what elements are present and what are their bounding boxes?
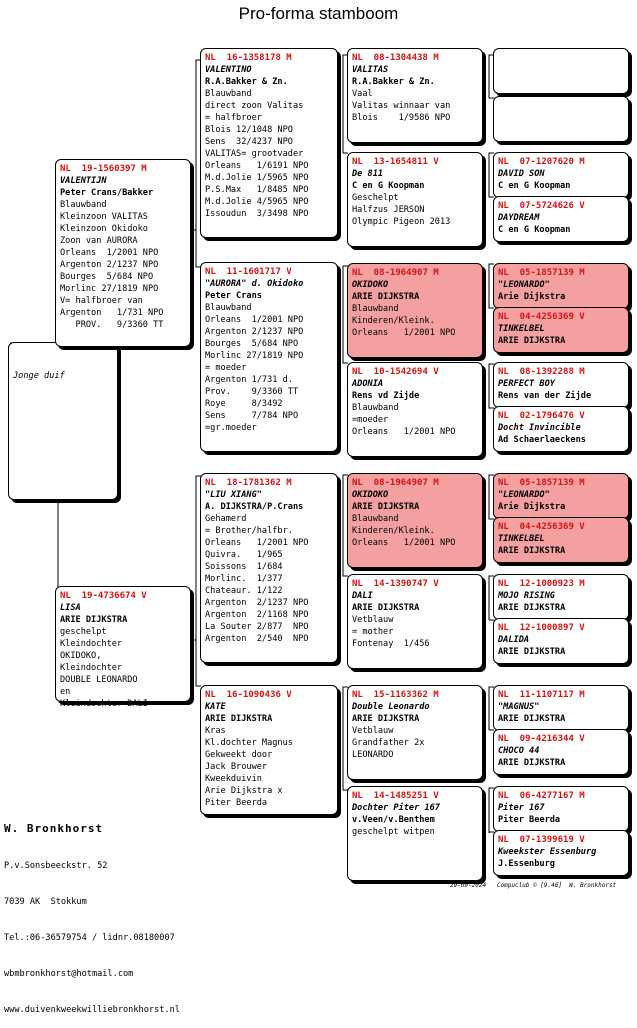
info-line: Blauwband [352,403,399,413]
pigeon-name: KATE [205,702,226,712]
ring-number: NL 05-1857139 M [498,478,585,488]
info-line: Olympic Pigeon 2013 [352,217,451,227]
info-line: Argenton 2/1168 NPO [205,610,309,620]
info-line: Soissons 1/684 [205,562,283,572]
pigeon-box-b221 [347,685,483,780]
info-line: Orleans 1/2001 NPO [205,315,304,325]
pigeon-name: OKIDOKO [352,490,389,500]
info-line: =gr.moeder [205,423,257,433]
ring-number: NL 19-1560397 M [60,164,147,174]
pigeon-name: "LEONARDO" [498,280,550,290]
pigeon-box-g10 [493,517,629,563]
info-line: Kleindochter [60,639,123,649]
info-line: Kl.dochter Magnus [205,738,293,748]
info-line: Prov. 9/3360 TT [205,387,299,397]
pigeon-name: VALITAS [352,65,389,75]
info-line: La Souter 2/877 NPO [205,622,309,632]
pigeon-box-b1 [55,159,191,347]
pigeon-box-g3 [493,152,629,198]
footer-credit: 29-09-2024 Compuclub © [9.46] W. Bronkhorst [450,882,617,889]
ring-number: NL 14-1390747 V [352,579,439,589]
pigeon-name: "MAGNUS" [498,702,540,712]
ring-number: NL 04-4256369 V [498,312,585,322]
info-line: Orleans 1/2001 NPO [352,427,456,437]
info-line: Geschelpt [352,193,399,203]
pigeon-name: MOJO RISING [498,591,555,601]
owner-name: Piter Beerda [498,815,561,825]
info-line: Kweekduivin [205,774,262,784]
pigeon-name: CHOCO 44 [498,746,540,756]
pigeon-name: Dochter Piter 167 [352,803,440,813]
breeder-city: 7039 AK Stokkum [4,897,87,907]
breeder-email: wbmbronkhorst@hotmail.com [4,969,134,979]
pigeon-name: DALIDA [498,635,530,645]
pigeon-name: "LIU XIANG" [205,490,262,500]
ring-number: NL 08-1964907 M [352,268,439,278]
info-line: Piter Beerda [205,798,268,808]
ring-number: NL 11-1601717 V [205,267,292,277]
pigeon-box-g14 [493,729,629,775]
ring-number: NL 02-1796476 V [498,411,585,421]
info-line: Blauwband [205,303,252,313]
owner-name: A. DIJKSTRA/P.Crans [205,502,304,512]
info-line: Orleans 1/2001 NPO [352,328,456,338]
ring-number: NL 11-1107117 M [498,690,585,700]
info-line: Orleans 1/2001 NPO [352,538,456,548]
pigeon-box-g1 [493,48,629,94]
info-line: DOUBLE LEONARDO [60,675,138,685]
owner-name: ARIE DIJKSTRA [498,647,566,657]
info-line: direct zoon Valitas [205,101,304,111]
pigeon-name: Piter 167 [498,803,545,813]
ring-number: NL 13-1654811 V [352,157,439,167]
owner-name: ARIE DIJKSTRA [498,714,566,724]
owner-name: R.A.Bakker & Zn. [352,77,435,87]
pigeon-name: Docht Invincible [498,423,581,433]
ring-number: NL 07-1399619 V [498,835,585,845]
pigeon-box-g2 [493,96,629,142]
owner-name: ARIE DIJKSTRA [352,603,420,613]
owner-name: ARIE DIJKSTRA [205,714,273,724]
info-line: Orleans 1/6191 NPO [205,161,309,171]
info-line: V= halfbroer van [60,296,143,306]
info-line: Morlinc 27/1819 NPO [205,351,304,361]
pigeon-box-b121 [347,263,483,358]
ring-number: NL 05-1857139 M [498,268,585,278]
ring-number: NL 08-1964907 M [352,478,439,488]
info-line: Blois 12/1048 NPO [205,125,293,135]
owner-name: Ad Schaerlaeckens [498,435,586,445]
info-line: Kleindochter [60,663,123,673]
pigeon-box-b122 [347,362,483,457]
info-line: PROV. 9/3360 TT [60,320,164,330]
pigeon-box-g13 [493,685,629,731]
pigeon-name: ADONIA [352,379,384,389]
owner-name: ARIE DIJKSTRA [352,714,420,724]
breeder-block [4,797,180,1028]
pigeon-box-g8 [493,406,629,452]
info-line: Jack Brouwer [205,762,268,772]
info-line: Bourges 5/684 NPO [60,272,154,282]
info-line: Roye 8/3492 [205,399,283,409]
info-line: Sens 32/4237 NPO [205,137,293,147]
info-line: Blauwband [352,514,399,524]
breeder-name: W. Bronkhorst [4,822,104,835]
breeder-website: www.duivenkweekwilliebronkhorst.nl [4,1005,180,1015]
ring-number: NL 07-5724626 V [498,201,585,211]
ring-number: NL 14-1485251 V [352,791,439,801]
info-line: Morlinc. 1/377 [205,574,283,584]
info-line: = mother [352,627,394,637]
pigeon-name: DALI [352,591,373,601]
ring-number: NL 18-1781362 M [205,478,292,488]
pigeon-name: DAVID SON [498,169,545,179]
info-line: Kleindochter DALI [60,699,148,709]
ring-number: NL 08-1392288 M [498,367,585,377]
info-line: Orleans 1/2001 NPO [205,538,309,548]
pigeon-box-g6 [493,307,629,353]
info-line: Vetblauw [352,726,394,736]
ring-number: NL 15-1163362 M [352,690,439,700]
info-line: Argenton 1/731 d. [205,375,293,385]
info-line: Zoon van AURORA [60,236,138,246]
info-line: Fontenay 1/456 [352,639,430,649]
info-line: Kinderen/Kleink. [352,526,435,536]
pigeon-name: Double Leonardo [352,702,430,712]
pigeon-box-g4 [493,196,629,242]
info-line: Kinderen/Kleink. [352,316,435,326]
page-title: Pro-forma stamboom [238,4,399,23]
pigeon-box-g5 [493,263,629,309]
info-line: Morlinc 27/1819 NPO [60,284,159,294]
info-line: Gehamerd [205,514,247,524]
info-line: geschelpt witpen [352,827,435,837]
info-line: Orleans 1/2001 NPO [60,248,159,258]
pigeon-box-b22 [200,685,338,815]
owner-name: Rens van der Zijde [498,391,592,401]
info-line: Blauwband [352,304,399,314]
breeder-phone: Tel.:06-36579754 / lidnr.08180007 [4,933,175,943]
info-line: M.d.Jolie 4/5965 NPO [205,197,309,207]
pigeon-box-g9 [493,473,629,519]
pigeon-name: Kweekster Essenburg [498,847,597,857]
ring-number: NL 10-1542694 V [352,367,439,377]
info-line: VALITAS= grootvader [205,149,304,159]
ring-number: NL 16-1358178 M [205,53,292,63]
pigeon-box-b111 [347,48,483,143]
pigeon-name: VALENTINO [205,65,252,75]
pigeon-box-b12 [200,262,338,452]
info-line: Issoudun 3/3498 NPO [205,209,309,219]
pigeon-box-g12 [493,618,629,664]
info-line: Chateaur. 1/122 [205,586,283,596]
pigeon-name: OKIDOKO [352,280,389,290]
info-line: OKIDOKO, [60,651,102,661]
ring-number: NL 07-1207620 M [498,157,585,167]
info-line: M.d.Jolie 1/5965 NPO [205,173,309,183]
owner-name: ARIE DIJKSTRA [498,758,566,768]
info-line: P.S.Max 1/8485 NPO [205,185,309,195]
info-line: Blauwband [205,89,252,99]
info-line: Argenton 2/1237 NPO [205,327,304,337]
pigeon-name: "LEONARDO" [498,490,550,500]
owner-name: ARIE DIJKSTRA [60,615,128,625]
ring-number: NL 04-4256369 V [498,522,585,532]
pigeon-name: DAYDREAM [498,213,540,223]
pigeon-name: VALENTIJN [60,176,107,186]
info-line: Halfzus JERSON [352,205,425,215]
info-line: Kleinzoon VALITAS [60,212,148,222]
pigeon-name: TINKELBEL [498,534,545,544]
ring-number: NL 16-1090436 V [205,690,292,700]
owner-name: Peter Crans [205,291,262,301]
pigeon-box-b2 [55,586,191,709]
info-line: Argenton 2/1237 NPO [60,260,159,270]
pigeon-name: TINKELBEL [498,324,545,334]
info-line: Valitas winnaar van [352,101,451,111]
ring-number: NL 06-4277167 M [498,791,585,801]
info-line: Kras [205,726,226,736]
pigeon-name: PERFECT BOY [498,379,555,389]
info-line: Grandfather 2x [352,738,425,748]
owner-name: R.A.Bakker & Zn. [205,77,288,87]
subject-name: Jonge duif [13,371,65,381]
breeder-address: P.v.Sonsbeeckstr. 52 [4,861,108,871]
owner-name: v.Veen/v.Benthem [352,815,435,825]
info-line: geschelpt [60,627,107,637]
pigeon-name: "AURORA" d. Okidoko [205,279,304,289]
info-line: Bourges 5/684 NPO [205,339,299,349]
info-line: Blauwband [60,200,107,210]
owner-name: Peter Crans/Bakker [60,188,154,198]
owner-name: Rens vd Zijde [352,391,420,401]
pigeon-box-b212 [347,574,483,669]
pigeon-name: LISA [60,603,81,613]
pigeon-box-g11 [493,574,629,620]
pigeon-box-b11 [200,48,338,238]
ring-number: NL 08-1304438 M [352,53,439,63]
info-line: Argenton 2/540 NPO [205,634,309,644]
info-line: Vetblauw [352,615,394,625]
pigeon-box-g7 [493,362,629,408]
pigeon-box-b21 [200,473,338,663]
pigeon-name: De 811 [352,169,384,179]
owner-name: C en G Koopman [352,181,425,191]
info-line: Vaal [352,89,373,99]
owner-name: Arie Dijkstra [498,292,566,302]
pigeon-box-g15 [493,786,629,832]
pigeon-box-b112 [347,152,483,247]
owner-name: ARIE DIJKSTRA [498,603,566,613]
ring-number: NL 12-1000897 V [498,623,585,633]
subject-box [8,342,118,500]
info-line: Gekweekt door [205,750,273,760]
ring-number: NL 12-1000923 M [498,579,585,589]
info-line: Quivra. 1/965 [205,550,283,560]
owner-name: ARIE DIJKSTRA [352,292,420,302]
owner-name: ARIE DIJKSTRA [498,546,566,556]
owner-name: ARIE DIJKSTRA [352,502,420,512]
info-line: Arie Dijkstra x [205,786,283,796]
info-line: Sens 7/784 NPO [205,411,299,421]
owner-name: J.Essenburg [498,859,555,869]
info-line: =moeder [352,415,389,425]
info-line: = moeder [205,363,247,373]
info-line: = Brother/halfbr. [205,526,293,536]
ring-number: NL 09-4216344 V [498,734,585,744]
info-line: Kleinzoon Okidoko [60,224,148,234]
info-line: = halfbroer [205,113,262,123]
pigeon-box-b222 [347,786,483,881]
pigeon-box-b211 [347,473,483,568]
info-line: en [60,687,71,697]
owner-name: C en G Koopman [498,181,571,191]
pigeon-box-g16 [493,830,629,876]
owner-name: C en G Koopman [498,225,571,235]
ring-number: NL 19-4736674 V [60,591,147,601]
info-line: LEONARDO [352,750,394,760]
info-line: Blois 1/9586 NPO [352,113,451,123]
info-line: Argenton 2/1237 NPO [205,598,309,608]
info-line: Argenton 1/731 NPO [60,308,164,318]
owner-name: Arie Dijkstra [498,502,566,512]
owner-name: ARIE DIJKSTRA [498,336,566,346]
